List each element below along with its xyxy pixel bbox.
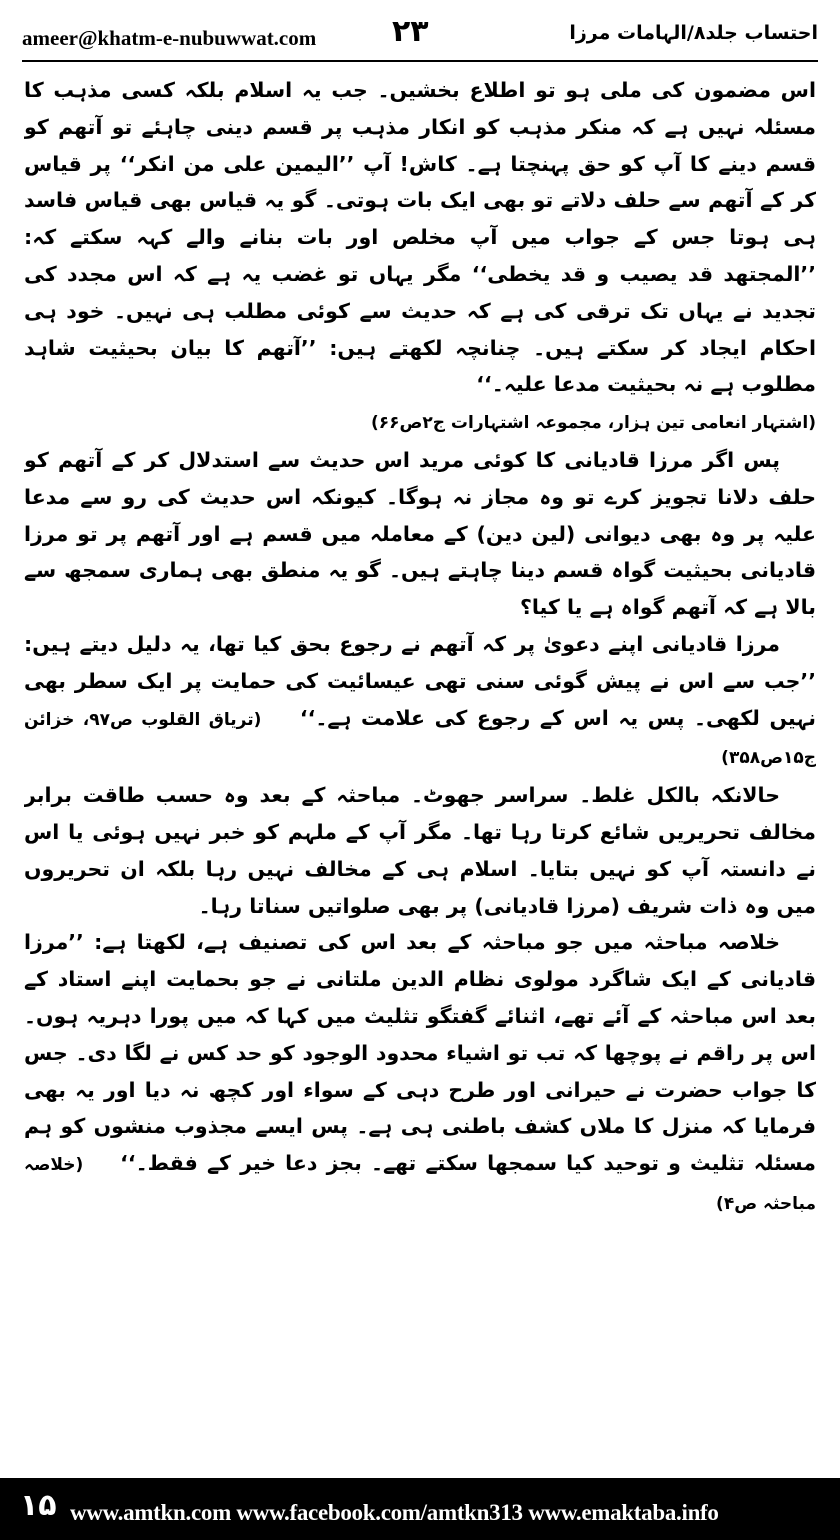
website-links: www.amtkn.com www.facebook.com/amtkn313 www.emaktaba.info xyxy=(70,1500,719,1525)
reference-2: (تریاق القلوب ص۹۷، خزائن ج۱۵ص۳۵۸) xyxy=(24,709,816,769)
paragraph-5-text: خلاصہ مباحثہ میں جو مباحثہ کے بعد اس کی تصنیف ہے، لکھتا ہے: ’’مرزا قادیانی کے ایک شاگرد مولوی نظام الدین ملتانی نے جو بحمایت اپنے استاد کے بعد اس مباحثہ کے آئے تھے، اثنائے گفتگو تثلیث میں کہا کہ میں پورا دہریہ ہوں۔ اس پر راقم نے پوچھا کہ تب تو اشیاء محدود الوجود کو حد کس نے لگا دی۔ جس کا جواب حضرت نے حیرانی اور طرح دہی کے سواء اور کچھ نہ دیا اور یہ بھی فرمایا کہ منزل کا ملاں کشف باطنی ہی ہے۔ پس ایسے مجذوب منشوں کو ہم مسئلہ تثلیث و توحید کیا سمجھا سکتے تھے۔ بجز دعا خیر کے فقط۔‘‘ xyxy=(24,930,816,1176)
paragraph-3 xyxy=(24,626,816,777)
page-footer xyxy=(0,1478,840,1540)
paragraph-4: حالانکہ بالکل غلط۔ سراسر جھوٹ۔ مباحثہ کے بعد وہ حسب طاقت برابر مخالف تحریریں شائع کرتا رہا تھا۔ مگر آپ کے ملہم کو خبر نہیں ہوئی یا اس نے دانستہ آپ کو نہیں بتایا۔ اسلام ہی کے مخالف نہیں رہا بلکہ ان تحریروں میں وہ ذات شریف (مرزا قادیانی) پر بھی صلواتیں سناتا رہا۔ xyxy=(24,783,816,918)
page-header xyxy=(22,0,818,60)
email-address: ameer@khatm-e-nubuwwat.com xyxy=(22,26,317,50)
page-number: ۲۳ xyxy=(392,14,429,49)
folio-number: ۱۵ xyxy=(20,1488,57,1523)
paragraph-1: اس مضمون کی ملی ہو تو اطلاع بخشیں۔ جب یہ اسلام بلکہ کسی مذہب کا مسئلہ نہیں ہے کہ منکر مذہب کو انکار مذہب پر قسم دینی چاہئے تو آتھم کو قسم دینے کا آپ کو حق پہنچتا ہے۔ کاش! آپ ’’الیمین علی من انکر‘‘ پر قیاس کر کے آتھم سے حلف دلاتے تو بھی ایک بات ہوتی۔ گو یہ قیاس بھی قیاس فاسد ہی ہوتا جس کے جواب میں آپ مخلص اور بات بنانے والے کہہ سکتے کہ: ’’المجتهد قد یصیب و قد یخطی‘‘ مگر یہاں تو غضب یہ ہے کہ اس مجدد کی تجدید نے یہاں تک ترقی کی ہے کہ حدیث سے کوئی مطلب ہی نہیں۔ خود ہی احکام ایجاد کر سکتے ہیں۔ چنانچہ لکھتے ہیں: ’’آتھم کا بیان بحیثیت شاہد مطلوب ہے نہ بحیثیت مدعا علیہ۔‘‘ xyxy=(24,78,816,397)
paragraph-2: پس اگر مرزا قادیانی کا کوئی مرید اس حدیث سے استدلال کر کے آتھم کو حلف دلانا تجویز کرے تو وہ مجاز نہ ہوگا۔ کیونکہ اس حدیث کی رو سے مدعا علیہ پر وہ بھی دیوانی (لین دین) کے معاملہ میں قسم ہے اور آتھم پر تو مرزا قادیانی بحیثیت گواہ قسم دینا چاہتے ہیں۔ گو یہ منطق بھی ہماری سمجھ سے بالا ہے کہ آتھم گواہ ہے یا کیا؟ xyxy=(24,447,816,620)
page-body xyxy=(24,72,816,1472)
book-title: احتساب جلد۸/الہامات مرزا xyxy=(569,22,818,44)
paragraph-5 xyxy=(24,924,816,1222)
reference-1-text: (اشتہار انعامی تین ہزار، مجموعہ اشتہارات ج۲ص۶۶) xyxy=(370,413,816,434)
header-divider xyxy=(22,60,818,62)
reference-1 xyxy=(24,403,816,442)
reference-3: (خلاصہ مباحثہ ص۴) xyxy=(24,1155,816,1214)
paragraph-3-text: مرزا قادیانی اپنے دعویٰ پر کہ آتھم نے رجوع بحق کیا تھا، یہ دلیل دیتے ہیں: ’’جب سے اس نے پیش گوئی سنی تھی عیسائیت کی حمایت پر ایک سطر بھی نہیں لکھی۔ پس یہ اس کے رجوع کی علامت ہے۔‘‘ xyxy=(24,631,816,730)
